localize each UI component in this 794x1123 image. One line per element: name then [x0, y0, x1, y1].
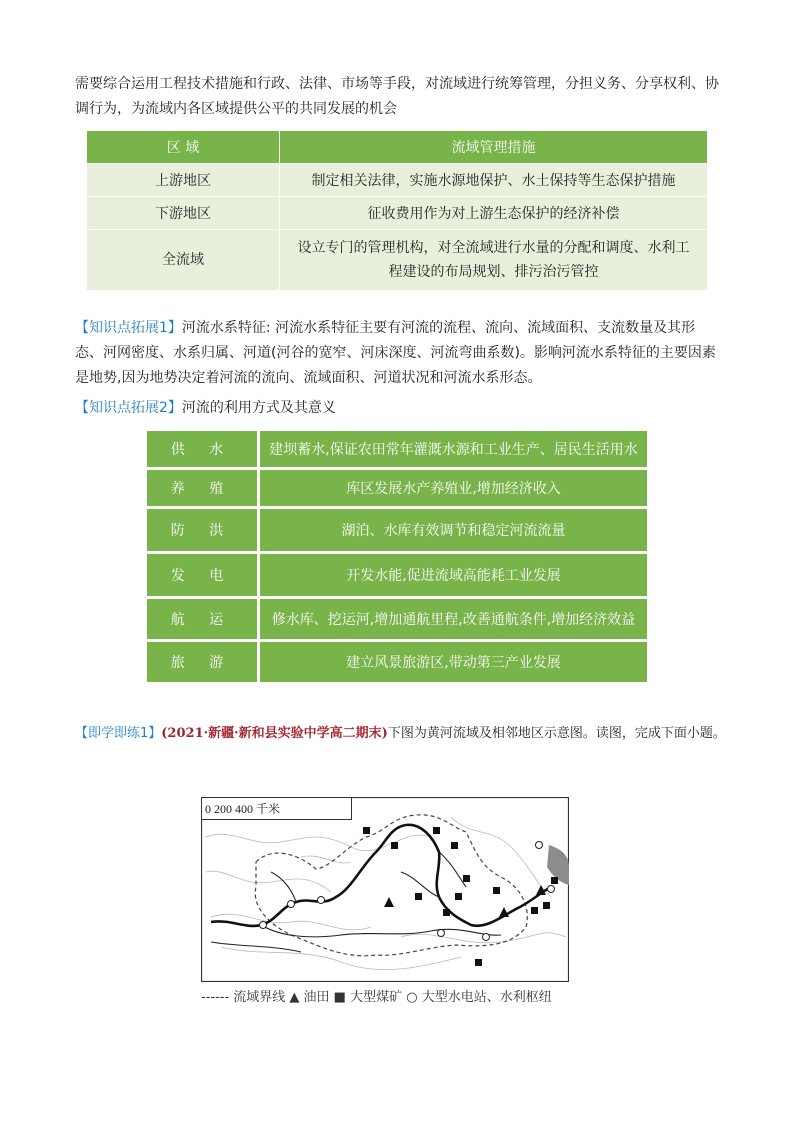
table-cell: 旅 游 [147, 642, 257, 682]
table-cell: 养 殖 [147, 470, 257, 506]
extension-tag: 【知识点拓展2】 [75, 400, 182, 416]
table-row [87, 164, 708, 197]
intro-paragraph: 需要综合运用工程技术措施和行政、法律、市场等手段，对流域进行统筹管理，分担义务、分享权利、协调行为，为流域内各区域提供公平的共同发展的机会 [75, 76, 719, 117]
table-cell: 湖泊、水库有效调节和稳定河流流量 [260, 509, 647, 551]
exercise-tag: 【即学即练1】 [75, 726, 162, 741]
table-cell: 发 电 [147, 554, 257, 596]
table-cell: 下游地区 [87, 197, 280, 230]
table-row [147, 509, 647, 551]
scale-label: 0 200 400 千米 [205, 802, 281, 816]
knowledge-extension-1 [75, 316, 720, 391]
map-legend: ------ 流域界线 ▲ 油田 ■ 大型煤矿 ○ 大型水电站、水利枢纽 [201, 990, 552, 1005]
table-cell: 上游地区 [87, 164, 280, 197]
table-header-row [87, 131, 708, 164]
knowledge-extension-2 [75, 396, 720, 421]
table-cell: 建坝蓄水,保证农田常年灌溉水源和工业生产、居民生活用水 [260, 431, 647, 467]
extension-text: 河流水系特征: 河流水系特征主要有河流的流程、流向、流域面积、支流数量及其形态、河网密度、水系归属、河道(河谷的宽窄、河床深度、河流弯曲系数)。影响河流水系特征的主要因素是地势,因为地势决定着河流的流向、流域面积、河道状况和河流水系形态。 [75, 320, 716, 386]
table-row [147, 554, 647, 596]
table-cell: 修水库、挖运河,增加通航里程,改善通航条件,增加经济效益 [260, 599, 647, 639]
table-row [147, 599, 647, 639]
table-cell: 库区发展水产养殖业,增加经济收入 [260, 470, 647, 506]
basin-management-table [86, 130, 708, 291]
table-header-cell: 区 域 [87, 131, 280, 164]
extension-tag: 【知识点拓展1】 [75, 320, 182, 336]
table-cell: 开发水能,促进流域高能耗工业发展 [260, 554, 647, 596]
table-row [147, 642, 647, 682]
table-row [147, 470, 647, 506]
exercise-block [75, 720, 735, 748]
table-cell: 制定相关法律，实施水源地保护、水土保持等生态保护措施 [280, 164, 708, 197]
table-row [87, 230, 708, 291]
table-cell: 航 运 [147, 599, 257, 639]
exercise-text: 下图为黄河流域及相邻地区示意图。读图，完成下面小题。 [387, 726, 726, 741]
table-header-cell: 流域管理措施 [280, 131, 708, 164]
table-row [87, 197, 708, 230]
table-cell: 全流域 [87, 230, 280, 291]
exercise-source: (2021·新疆·新和县实验中学高二期末) [161, 726, 388, 741]
table-cell: 征收费用作为对上游生态保护的经济补偿 [280, 197, 708, 230]
table-cell: 建立风景旅游区,带动第三产业发展 [260, 642, 647, 682]
table-row [147, 431, 647, 467]
river-use-table [144, 428, 650, 685]
table-cell: 防 洪 [147, 509, 257, 551]
yellow-river-basin-map [201, 797, 569, 982]
table-cell: 设立专门的管理机构，对全流域进行水量的分配和调度、水利工程建设的布局规划、排污治污管控 [280, 230, 708, 291]
map-frame [202, 798, 569, 982]
extension-text: 河流的利用方式及其意义 [181, 400, 336, 416]
table-cell: 供 水 [147, 431, 257, 467]
